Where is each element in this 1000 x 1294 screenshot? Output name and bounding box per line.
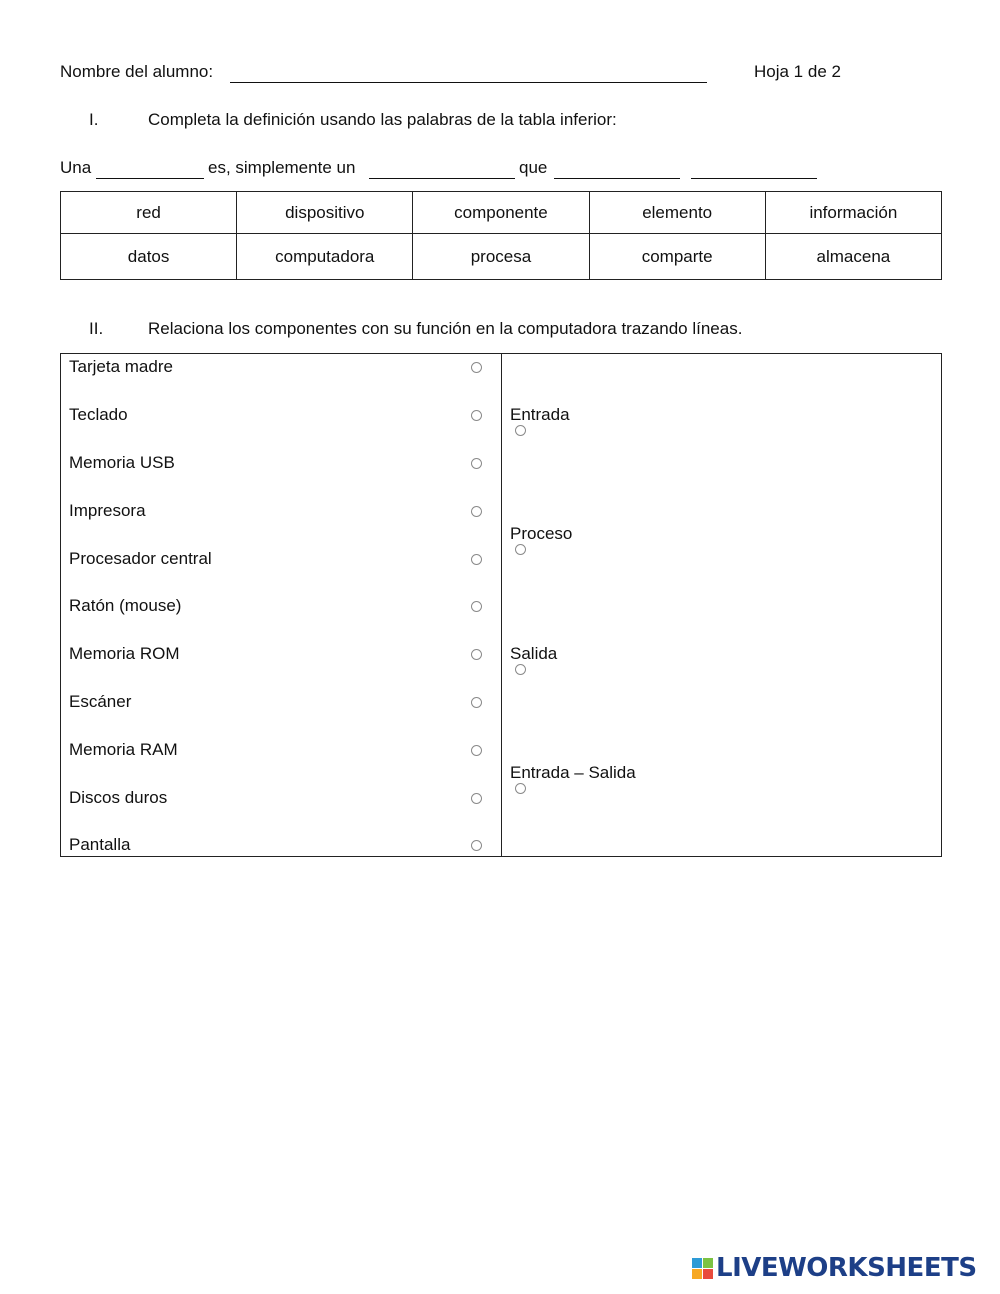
liveworksheets-logo bbox=[692, 1255, 990, 1285]
word-bank-cell: dispositivo bbox=[237, 192, 413, 234]
component-item: Discos duros bbox=[69, 788, 168, 807]
section1-instruction: Completa la definición usando las palabras de la tabla inferior: bbox=[148, 110, 617, 129]
blank-4-input[interactable] bbox=[691, 158, 817, 179]
logo-text: LIVEWORKSHEETS bbox=[716, 1253, 977, 1283]
function-item: Proceso bbox=[510, 524, 573, 543]
component-connector-dot[interactable] bbox=[471, 601, 482, 612]
section1-number: I. bbox=[89, 110, 99, 129]
component-connector-dot[interactable] bbox=[471, 649, 482, 660]
component-item: Memoria RAM bbox=[69, 740, 178, 759]
matching-divider bbox=[501, 354, 502, 856]
component-connector-dot[interactable] bbox=[471, 697, 482, 708]
word-bank-cell: información bbox=[765, 192, 941, 234]
component-connector-dot[interactable] bbox=[471, 506, 482, 517]
function-connector-dot[interactable] bbox=[515, 544, 526, 555]
word-bank-cell: componente bbox=[413, 192, 589, 234]
component-connector-dot[interactable] bbox=[471, 554, 482, 565]
component-connector-dot[interactable] bbox=[471, 793, 482, 804]
sentence-part-2: es, simplemente un bbox=[208, 158, 356, 177]
word-bank-cell: datos bbox=[61, 234, 237, 280]
function-item: Salida bbox=[510, 644, 558, 663]
word-bank-cell: almacena bbox=[765, 234, 941, 280]
sentence-part-3: que bbox=[519, 158, 548, 177]
liveworksheets-logo-icon bbox=[692, 1258, 714, 1280]
component-item: Pantalla bbox=[69, 835, 131, 854]
blank-1-input[interactable] bbox=[96, 158, 204, 179]
section2-instruction: Relaciona los componentes con su función en la computadora trazando líneas. bbox=[148, 319, 743, 338]
component-item: Impresora bbox=[69, 501, 146, 520]
word-bank-cell: elemento bbox=[589, 192, 765, 234]
function-item: Entrada bbox=[510, 405, 570, 424]
component-item: Procesador central bbox=[69, 549, 212, 568]
component-item: Tarjeta madre bbox=[69, 357, 173, 376]
component-connector-dot[interactable] bbox=[471, 840, 482, 851]
blank-2-input[interactable] bbox=[369, 158, 515, 179]
definition-sentence bbox=[60, 158, 820, 180]
page-indicator: Hoja 1 de 2 bbox=[754, 62, 841, 81]
word-bank-cell: comparte bbox=[589, 234, 765, 280]
function-item: Entrada – Salida bbox=[510, 763, 636, 782]
function-connector-dot[interactable] bbox=[515, 783, 526, 794]
component-item: Ratón (mouse) bbox=[69, 596, 182, 615]
section2-number: II. bbox=[89, 319, 104, 338]
function-connector-dot[interactable] bbox=[515, 664, 526, 675]
function-connector-dot[interactable] bbox=[515, 425, 526, 436]
word-bank-cell: red bbox=[61, 192, 237, 234]
student-name-line bbox=[60, 62, 841, 84]
component-item: Teclado bbox=[69, 405, 128, 424]
sentence-part-1: Una bbox=[60, 158, 92, 177]
component-connector-dot[interactable] bbox=[471, 745, 482, 756]
component-item: Memoria ROM bbox=[69, 644, 180, 663]
word-bank-row bbox=[61, 192, 942, 234]
student-name-label: Nombre del alumno: bbox=[60, 62, 214, 81]
component-connector-dot[interactable] bbox=[471, 362, 482, 373]
word-bank-cell: computadora bbox=[237, 234, 413, 280]
component-connector-dot[interactable] bbox=[471, 458, 482, 469]
student-name-input[interactable] bbox=[230, 62, 707, 83]
component-item: Memoria USB bbox=[69, 453, 175, 472]
word-bank-cell: procesa bbox=[413, 234, 589, 280]
component-connector-dot[interactable] bbox=[471, 410, 482, 421]
word-bank-row bbox=[61, 234, 942, 280]
component-item: Escáner bbox=[69, 692, 132, 711]
matching-table bbox=[60, 353, 942, 857]
blank-3-input[interactable] bbox=[554, 158, 680, 179]
word-bank-table bbox=[60, 191, 942, 280]
